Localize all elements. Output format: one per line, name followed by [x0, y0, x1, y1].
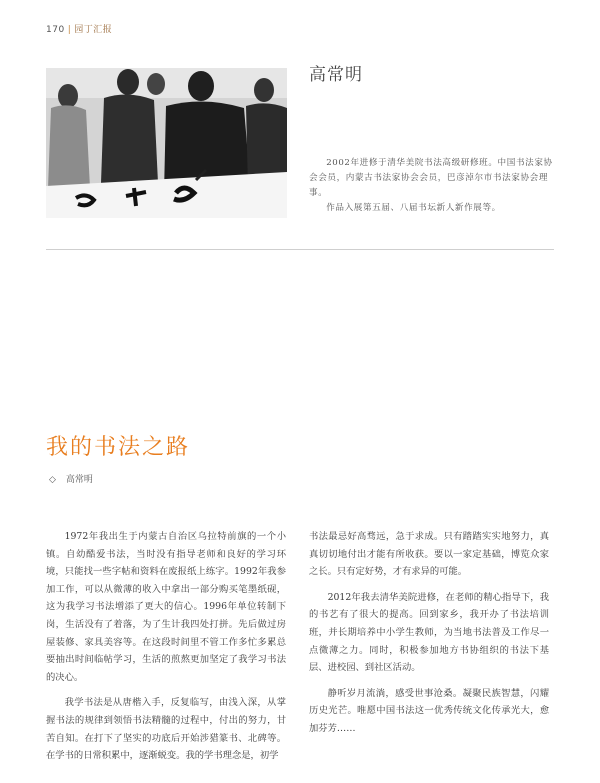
- diamond-icon: ◇: [49, 475, 56, 485]
- article-paragraph: 我学书法是从唐楷入手，反复临写，由浅入深，从掌握书法的规律到领悟书法精髓的过程中，付出的努力，甘苦自知。在打下了坚实的功底后开始涉猎篆书、北碑等。在学书的日常积累中，逐渐蜕变。我的学书理念是，初学: [46, 697, 286, 762]
- article-column-left: [46, 528, 286, 773]
- section-divider: [46, 249, 554, 250]
- article-paragraph: 静听岁月流淌，感受世事沧桑。凝聚民族智慧，闪耀历史光芒。唯愿中国书法这一优秀传统文化传承光大，愈加芬芳……: [309, 687, 549, 734]
- header-separator: |: [67, 25, 72, 35]
- article-byline: [49, 472, 93, 485]
- page-number: 170: [46, 25, 65, 35]
- article-column-right: [309, 528, 549, 746]
- profile-bio: [309, 156, 555, 216]
- article-paragraph: 2012年我去清华美院进修，在老师的精心指导下，我的书艺有了很大的提高。回到家乡，我开办了书法培训班，并长期培养中小学生教师，为当地书法普及工作尽一点微薄之力。同时，积极参加地方书协组织的书法下基层、进校园、到社区活动。: [309, 591, 549, 674]
- journal-name: 园丁汇报: [74, 25, 113, 35]
- bio-paragraph: 2002年进修于清华美院书法高级研修班。中国书法家协会会员，内蒙古书法家协会会员，巴彦淖尔市书法家协会理事。: [309, 158, 553, 198]
- article-paragraph: 1972年我出生于内蒙古自治区乌拉特前旗的一个小镇。自幼酷爱书法，当时没有指导老师和良好的学习环境，只能找一些字帖和资料在废报纸上练字。1992年我参加工作，可以从微薄的收入中拿出一部分购买笔墨纸砚，这为我学习书法增添了更大的信心。1996年单位转制下岗，生活没有了着落，为了生计我四处打拼。先后做过房屋装修、家具美容等。在这段时间里不管工作多忙多累总要抽出时间临帖学习，生活的煎熬更加坚定了我学习书法的决心。: [46, 531, 286, 683]
- bio-paragraph: 作品入展第五届、八届书坛新人新作展等。: [326, 203, 501, 213]
- profile-name: 高常明: [309, 65, 363, 85]
- article-title: 我的书法之路: [46, 435, 191, 460]
- article-paragraph: 书法最忌好高骛远，急于求成。只有踏踏实实地努力，真真切切地付出才能有所收获。要以一家定基础，博览众家之长。只有定好势，才有求异的可能。: [309, 531, 549, 578]
- article-author: 高常明: [65, 475, 93, 485]
- page-header: [46, 22, 112, 35]
- calligraphy-photo: [46, 68, 287, 218]
